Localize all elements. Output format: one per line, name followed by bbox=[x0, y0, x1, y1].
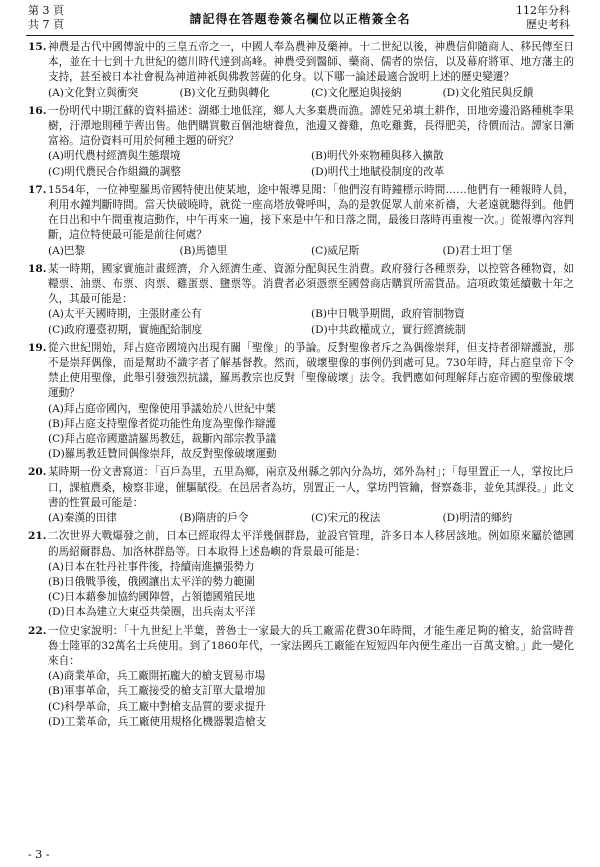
question-number: 15. bbox=[28, 41, 47, 53]
question-number: 21. bbox=[28, 530, 47, 543]
question-stem bbox=[28, 40, 574, 86]
question-stem bbox=[28, 624, 574, 670]
option-c: (C)拜占庭帝國邀請羅馬教廷，裁斷內部宗教爭議 bbox=[48, 433, 277, 446]
option-c: (C)宋元的稅法 bbox=[311, 512, 381, 525]
option-b: (B)中日戰爭期間，政府管制物資 bbox=[311, 308, 465, 321]
option-b: (B)馬德里 bbox=[179, 244, 228, 257]
option-d: (D)工業革命，兵工廠使用規格化機器製造槍支 bbox=[48, 715, 267, 728]
page-header bbox=[0, 0, 600, 36]
option-a: (A)太平天國時期，主張財產公有 bbox=[48, 308, 202, 321]
question-stem bbox=[28, 341, 574, 402]
question-stem bbox=[28, 529, 574, 559]
option-list bbox=[48, 511, 574, 526]
option-a: (A)拜占庭帝國內，聖像使用爭議始於八世紀中葉 bbox=[48, 402, 276, 415]
question-number: 22. bbox=[28, 624, 47, 637]
question-text: 一份明代中期江蘇的資料描述：湖郷土地低窪，鄉人大多棄農而漁。譚姓兄弟填土耕作，田地旁邊沿路種桃李果樹，汙潭地則種芋薺出售。他們購買數百個池塘養魚，池邊又養雞，魚吃雞糞，長得肥美，待價而沽。譚家日漸富裕。這份資料可用於何種主題的研究？ bbox=[48, 104, 574, 148]
option-b: (B)隋唐的戶令 bbox=[179, 512, 249, 525]
question-stem bbox=[28, 183, 574, 244]
option-d: (D)明代土地賦役制度的改革 bbox=[311, 165, 445, 178]
question-22 bbox=[28, 624, 574, 730]
question-text: 1554年，一位神聖羅馬帝國特使出使某地，途中報導見聞：「他們沒有時鐘標示時間……他們有一種報時人員，利用水鐘判斷時間。當天快破曉時，就從一座高塔放聲呼叫，為的是敦促眾人前來祈禱，大老遠就聽得到。他們在日出和中午間重複這動作，中午再來一遍，接下來是中午和日落之間，最後日落時再重複一次。」從報導內容判斷，這位特使最可能是前往何處？ bbox=[48, 183, 574, 242]
question-15 bbox=[28, 40, 574, 101]
option-c: (C)日本藉參加協約國陣營，占領德國殖民地 bbox=[48, 591, 256, 604]
option-c: (C)明代農民合作組織的調整 bbox=[48, 165, 181, 178]
option-d: (D)日本為建立大東亞共榮圈，出兵南太平洋 bbox=[48, 606, 256, 619]
question-number: 19. bbox=[28, 341, 47, 354]
option-d: (D)羅馬教廷贊同偶像崇拜，故反對聖像破壞運動 bbox=[48, 448, 277, 461]
question-stem bbox=[28, 104, 574, 150]
page-total: 共 7 頁 bbox=[28, 18, 64, 31]
question-text: 神農是古代中國傳說中的三皇五帝之一，中國人奉為農神及藥神。十二世紀以後，神農信仰隨商人、移民傳至日本，並在十七到十九世紀的德川時代達到高峰。神農受到醫師、藥商、儒者的崇信，以及幕府將軍、地方藩主的支持，甚至被日本社會視為神道神祇與佛教菩薩的化身。以下哪一論述最適合說明上述的歷史變遷？ bbox=[48, 41, 574, 84]
option-list bbox=[48, 244, 574, 259]
option-list bbox=[48, 149, 574, 179]
option-d: (D)文化殖民與反饋 bbox=[442, 86, 534, 99]
signature-notice: 請記得在答題卷簽名欄位以正楷簽全名 bbox=[189, 12, 411, 26]
question-18 bbox=[28, 262, 574, 338]
option-list bbox=[48, 560, 574, 621]
option-a: (A)秦漢的田律 bbox=[48, 512, 117, 525]
option-a: (A)文化對立與衝突 bbox=[48, 86, 139, 99]
option-b: (B)明代外來物種與移入擴散 bbox=[311, 150, 444, 163]
option-list bbox=[48, 86, 574, 101]
question-20 bbox=[28, 465, 574, 526]
header-divider bbox=[26, 35, 574, 36]
question-text: 二次世界大戰爆發之前，日本已經取得太平洋幾個群島，並設官管理，許多日本人移居該地。例如原來屬於德國的馬紹爾群島、加洛林群島等。日本取得上述島嶼的背景最可能是： bbox=[48, 530, 574, 558]
page-counter bbox=[28, 4, 64, 32]
question-text: 一位史家說明：「十九世紀上半葉，普魯士一家最大的兵工廠需花費30年時間，才能生產足夠的槍支，給當時普魯士陸軍的32萬名士兵使用。到了1860年代，一家法國兵工廠能在短短四年內便生產出一百萬支槍。」此一變化來自： bbox=[48, 624, 574, 667]
question-16 bbox=[28, 104, 574, 180]
page-footer: - 3 - bbox=[28, 848, 50, 861]
option-list bbox=[48, 669, 574, 730]
option-b: (B)日俄戰爭後，俄國讓出太平洋的勢力範圍 bbox=[48, 575, 255, 588]
option-list bbox=[48, 307, 574, 337]
question-17 bbox=[28, 183, 574, 259]
option-c: (C)威尼斯 bbox=[311, 244, 360, 257]
question-number: 17. bbox=[28, 183, 47, 196]
question-stem bbox=[28, 465, 574, 511]
option-a: (A)巴黎 bbox=[48, 244, 86, 257]
option-a: (A)日本在牡丹社事件後，持續南進擴張勢力 bbox=[48, 560, 255, 573]
option-c: (C)政府遷臺初期，實施配給制度 bbox=[48, 323, 203, 336]
question-list bbox=[28, 40, 574, 733]
exam-year: 112年分科 bbox=[516, 4, 570, 17]
option-d: (D)君士坦丁堡 bbox=[442, 244, 513, 257]
exam-subject: 歷史考科 bbox=[526, 18, 570, 31]
question-text: 從六世紀開始，拜占庭帝國境內出現有關「聖像」的爭論。反對聖像者斥之為偶像崇拜，但支持者卻辯護說，那不是崇拜偶像，而是幫助不識字者了解基督教。然而，破壞聖像的事例仍到處可見。730年時，拜占庭皇帝下令禁止使用聖像，此舉引發強烈抗議，羅馬教宗也反對「聖像破壞」法令。我們應如何理解拜占庭帝國的聖像破壞運動？ bbox=[48, 341, 574, 400]
question-19 bbox=[28, 341, 574, 463]
question-number: 16. bbox=[28, 104, 47, 117]
option-c: (C)科學革命，兵工廠中對槍支品質的要求提升 bbox=[48, 700, 266, 713]
question-21 bbox=[28, 529, 574, 620]
question-stem bbox=[28, 262, 574, 308]
option-b: (B)文化互動與轉化 bbox=[179, 86, 270, 99]
option-c: (C)文化壓迫與接納 bbox=[311, 86, 402, 99]
page-number: 第 3 頁 bbox=[28, 4, 64, 17]
option-b: (B)拜占庭支持聖像者從功能性角度為聖像作辯護 bbox=[48, 417, 276, 430]
option-d: (D)中共政權成立，實行經濟統制 bbox=[311, 323, 466, 336]
question-text: 某時期一份文書寫道：「百戶為里，五里為鄉，兩京及州縣之郭內分為坊，郊外為村」；「每里置正一人，掌按比戶口，課植農桑，檢察非違，催驅賦役。在邑居者為坊，別置正一人，掌坊門管鑰，督察姦非，並免其課役。」此文書的性質最可能是： bbox=[48, 466, 574, 509]
question-text: 某一時期，國家實施計畫經濟，介入經濟生產、資源分配與民生消費。政府發行各種票券，以控管各種物資，如糧票、油票、布票、肉票、雞蛋票、鹽票等。消費者必須憑票至國營商店購買所需貨品。這項政策延續數十年之久，其最可能是： bbox=[48, 262, 574, 306]
option-b: (B)軍事革命，兵工廠接受的槍支訂單大量增加 bbox=[48, 685, 266, 698]
option-d: (D)明清的鄉約 bbox=[442, 512, 513, 525]
exam-title bbox=[516, 4, 570, 32]
option-list bbox=[48, 402, 574, 463]
question-number: 20. bbox=[28, 466, 47, 479]
option-a: (A)商業革命，兵工廠開拓龐大的槍支貿易市場 bbox=[48, 670, 266, 683]
question-number: 18. bbox=[28, 262, 47, 275]
option-a: (A)明代農村經濟與生態環境 bbox=[48, 150, 181, 163]
